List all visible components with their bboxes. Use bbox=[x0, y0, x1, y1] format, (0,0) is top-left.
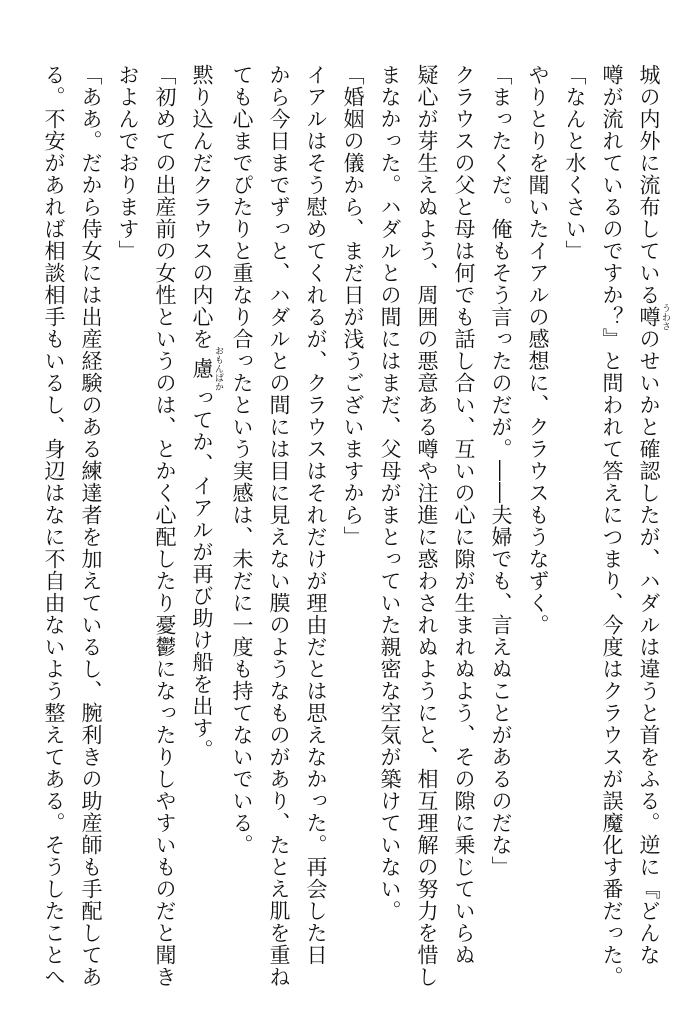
text-line-1 bbox=[630, 64, 670, 964]
ruby-uwasa bbox=[637, 303, 670, 331]
text-line-17: る。不安があれば相談相手もいるし、身辺はなに不自由ないよう整えてある。そうしたことへ bbox=[42, 64, 66, 988]
ruby-reading: うわさ bbox=[660, 303, 670, 331]
text-line-5: 「まったくだ。俺もそう言ったのだが。――夫婦でも、言えぬことがあるのだな」 bbox=[489, 64, 513, 878]
ruby-base: 噂 bbox=[637, 303, 661, 331]
text-segment: ってか、イアルが再び助け船を出す。 bbox=[190, 387, 214, 761]
text-line-3: 「なんと水くさい」 bbox=[563, 64, 587, 262]
ruby-base: 慮 bbox=[190, 346, 214, 391]
ruby-reading: おもんぱか bbox=[213, 346, 223, 391]
text-line-14: 「初めての出産前の女性というのは、とかく心配したり憂鬱になったりしやすいものだと聞き bbox=[153, 64, 177, 988]
text-segment: 黙り込んだクラウスの内心を bbox=[190, 64, 214, 350]
text-segment: のせいかと確認したが、ハダルは違うと首をふる。逆に『どんな bbox=[637, 328, 661, 966]
text-line-12: ても心までぴたりと重なり合ったという実感は、未だに一度も持てないでいる。 bbox=[230, 64, 254, 856]
text-line-13 bbox=[183, 64, 223, 964]
text-line-9: 「婚姻の儀から、まだ日が浅うございますから」 bbox=[341, 64, 365, 548]
text-line-16: 「ああ。だから侍女には出産経験のある練達者を加えているし、腕利きの助産師も手配してあ bbox=[79, 64, 103, 988]
text-line-10: イアルはそう慰めてくれるが、クラウスはそれだけが理由だとは思えなかった。再会した日 bbox=[304, 64, 328, 966]
text-line-8: まなかった。ハダルとの間にはまだ、父母がまとっていた親密な空気が築けていない。 bbox=[378, 64, 402, 922]
text-line-2: 噂が流れているのですか？』と問われて答えにつまり、今度はクラウスが誤魔化す番だった。 bbox=[600, 64, 624, 988]
text-segment: 城の内外に流布している bbox=[637, 64, 661, 306]
text-line-15: およんでおります」 bbox=[116, 64, 140, 262]
text-line-11: から今日までずっと、ハダルとの間には目に見えない膜のようなものがあり、たとえ肌を重ね bbox=[267, 64, 291, 988]
vertical-text-body bbox=[35, 64, 670, 988]
text-line-4: やりとりを聞いたイアルの感想に、クラウスもうなずく。 bbox=[526, 64, 550, 636]
text-line-7: 疑心が芽生えぬよう、周囲の悪意ある噂や注進に惑わされぬようにと、相互理解の努力を惜し bbox=[415, 64, 439, 988]
ruby-omonpaka bbox=[190, 346, 223, 391]
text-line-6: クラウスの父と母は何でも話し合い、互いの心に隙が生まれぬよう、その隙に乗じていらぬ bbox=[452, 64, 476, 966]
